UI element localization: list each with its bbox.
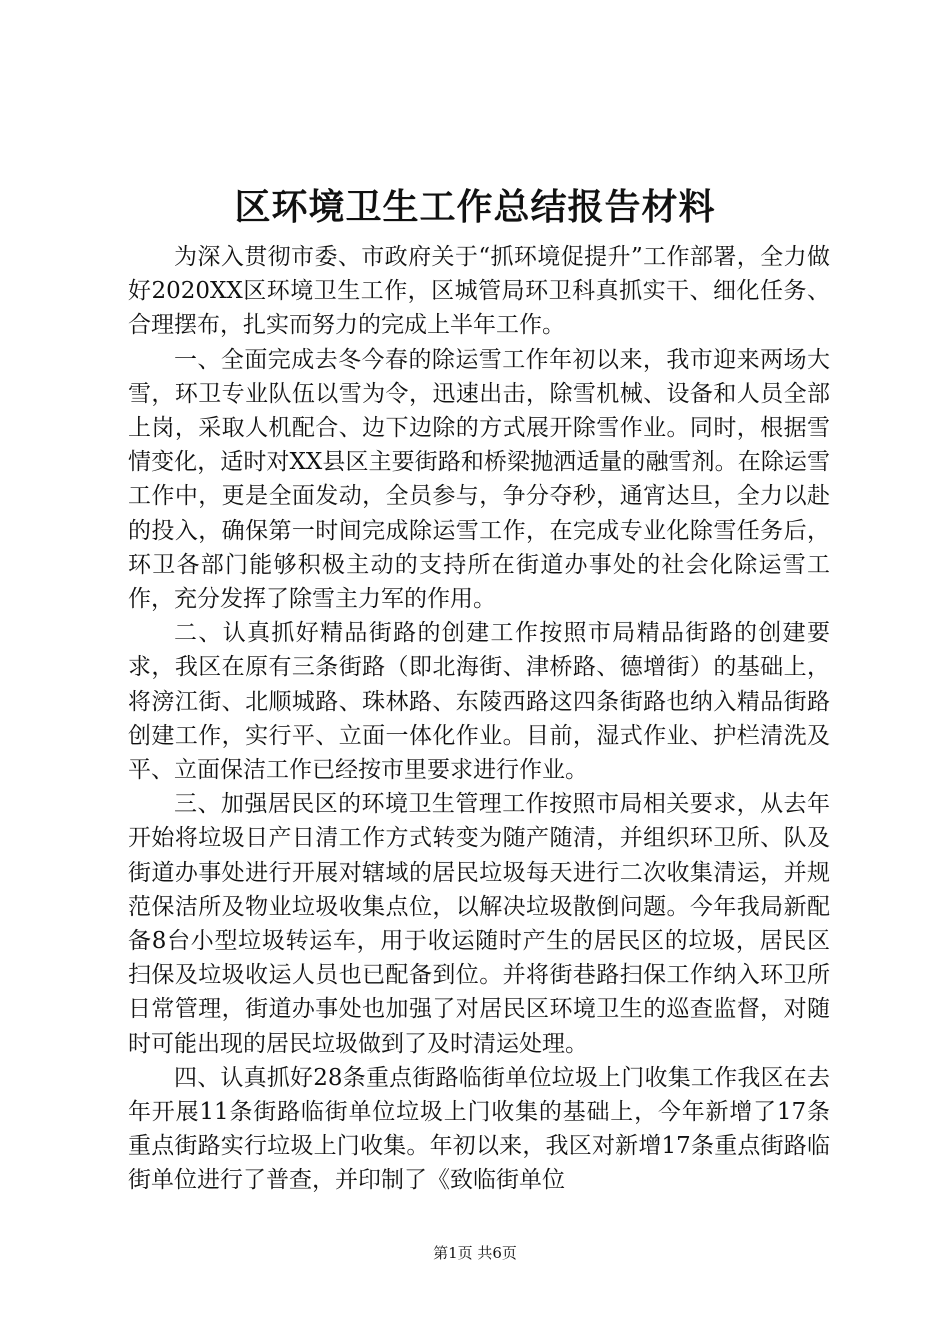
paragraph-section-3: 三、加强居民区的环境卫生管理工作按照市局相关要求，从去年开始将垃圾日产日清工作方式转变为随产随清，并组织环卫所、队及街道办事处进行开展对辖域的居民垃圾每天进行二次收集清运，并规范保洁所及物业垃圾收集点位，以解决垃圾散倒问题。今年我局新配备8台小型垃圾转运车，用于收运随时产生的居民区的垃圾，居民区扫保及垃圾收运人员也已配备到位。并将街巷路扫保工作纳入环卫所日常管理，街道办事处也加强了对居民区环境卫生的巡查监督，对随时可能出现的居民垃圾做到了及时清运处理。 bbox=[128, 791, 830, 1057]
paragraph-intro: 为深入贯彻市委、市政府关于“抓环境促提升”工作部署，全力做好2020XX区环境卫生工作，区城管局环卫科真抓实干、细化任务、合理摆布，扎实而努力的完成上半年工作。 bbox=[128, 244, 830, 339]
document-title: 区环境卫生工作总结报告材料 bbox=[234, 187, 716, 228]
paragraph-section-2: 二、认真抓好精品街路的创建工作按照市局精品街路的创建要求，我区在原有三条街路（即北海街、津桥路、德增街）的基础上，将滂江街、北顺城路、珠林路、东陵西路这四条街路也纳入精品街路创建工作，实行平、立面一体化作业。目前，湿式作业、护栏清洗及平、立面保洁工作已经按市里要求进行作业。 bbox=[128, 620, 830, 784]
document-body bbox=[128, 240, 830, 1198]
paragraph-section-1: 一、全面完成去冬今春的除运雪工作年初以来，我市迎来两场大雪，环卫专业队伍以雪为令，迅速出击，除雪机械、设备和人员全部上岗，采取人机配合、边下边除的方式展开除雪作业。同时，根据雪情变化，适时对XX县区主要街路和桥梁抛洒适量的融雪剂。在除运雪工作中，更是全面发动，全员参与，争分夺秒，通宵达旦，全力以赴的投入，确保第一时间完成除运雪工作，在完成专业化除雪任务后，环卫各部门能够积极主动的支持所在街道办事处的社会化除运雪工作，充分发挥了除雪主力军的作用。 bbox=[128, 346, 830, 613]
paragraph-section-4: 四、认真抓好28条重点街路临街单位垃圾上门收集工作我区在去年开展11条街路临街单位垃圾上门收集的基础上，今年新增了17条重点街路实行垃圾上门收集。年初以来，我区对新增17条重点街路临街单位进行了普查，并印制了《致临街单位 bbox=[128, 1064, 830, 1194]
page-number-footer: 第1页 共6页 bbox=[433, 1244, 517, 1262]
